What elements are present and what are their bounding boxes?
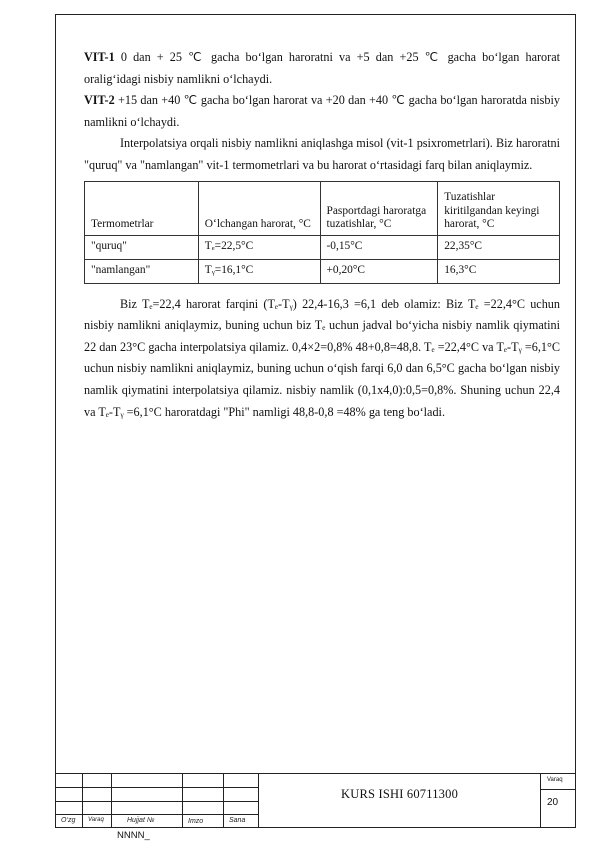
document-code: KURS ISHI 60711300 [341,787,459,801]
table-cell: -0,15°C [320,235,438,259]
grid-line [82,773,83,828]
vit1-paragraph [84,47,560,90]
grid-line [55,787,258,788]
table-header-row [85,181,560,235]
sheet-label: Varaq [547,777,563,783]
table-cell: 22,35°C [438,235,560,259]
thermometer-table [84,181,560,284]
header-cell: Pasportdagi haroratga tuzatishlar, °C [320,181,438,235]
col-label-hujjat: Hujjat № [127,817,155,824]
table-cell: 16,3°C [438,259,560,283]
table-cell: Tₑ=22,5°C [198,235,320,259]
header-cell: Tuzatishlar kiritilgandan keyingi harorat, °C [438,181,560,235]
header-cell: O‘lchangan harorat, °C [198,181,320,235]
col-label-ozg: O‘zg [61,817,76,824]
col-label-varaq: Varaq [88,817,104,823]
table-cell: Tᵧ=16,1°C [198,259,320,283]
document-body [84,47,560,423]
title-block [55,773,576,828]
table-cell: +0,20°C [320,259,438,283]
table-row [85,259,560,283]
vit2-paragraph [84,90,560,133]
grid-line [182,773,183,828]
grid-line [540,789,576,790]
col-label-sana: Sana [229,817,246,824]
table-cell: "namlangan" [85,259,199,283]
grid-line [258,773,259,828]
conclusion-paragraph: Biz Tₑ=22,4 harorat farqini (Tₑ-Tᵧ) 22,4-16,3 =6,1 deb olamiz: Biz Tₑ =22,4°C uchun nisbiy namlikni aniqlaymiz, buning uchun biz Tₑ uchun jadval bo‘yicha nisbiy namlik qiymatini 22 dan 23°C gacha interpolatsiya qilamiz. 0,4×2=0,8% 48+0,8=48,8. Tₑ =22,4°C va Tₑ-Tᵧ =6,1°C uchun nisbiy namlikni aniqlaymiz, buning uchun o‘qish farqi 6,0 dan 6,5°C gacha bo‘lgan nisbiy namlik qiymatini interpolatsiya qilamiz. nisbiy namlik (0,1x4,0):0,5=0,8%. Shuning uchun 22,4 va Tₑ-Tᵧ =6,1°C haroratdagi "Phi" namligi 48,8-0,8 =48% ga teng bo‘ladi. [84,296,560,419]
grid-line [55,801,258,802]
table-cell: "quruq" [85,235,199,259]
col-label-imzo: Imzo [188,818,204,825]
intro-paragraph: Interpolatsiya orqali nisbiy namlikni aniqlashga misol (vit-1 psixrometrlari). Biz haroratni "quruq" va "namlangan" vit-1 termometrlari va bu harorat o‘rtasidagi farq bilan aniqlaymiz. [84,136,560,172]
header-cell: Termometrlar [85,181,199,235]
grid-line [55,814,258,815]
grid-line [111,773,112,828]
table-row [85,235,560,259]
sheet-number: 20 [547,797,559,808]
vit2-label: VIT-2 [84,93,115,108]
below-code: NNNN_ [117,830,150,841]
vit1-label: VIT-1 [84,50,115,64]
vit1-text: 0 dan + 25 ℃ gacha bo‘lgan haroratni va +5 dan +25 ℃ gacha bo‘lgan harorat oralig‘idagi nisbiy namlikni o‘lchaydi. [84,50,560,86]
title-block-top-line [55,773,576,774]
vit2-text: +15 dan +40 ℃ gacha bo‘lgan harorat va +20 dan +40 ℃ gacha bo‘lgan haroratda nisbiy namlikni o‘lchaydi. [84,93,560,129]
grid-line [223,773,224,828]
grid-line [540,773,541,828]
